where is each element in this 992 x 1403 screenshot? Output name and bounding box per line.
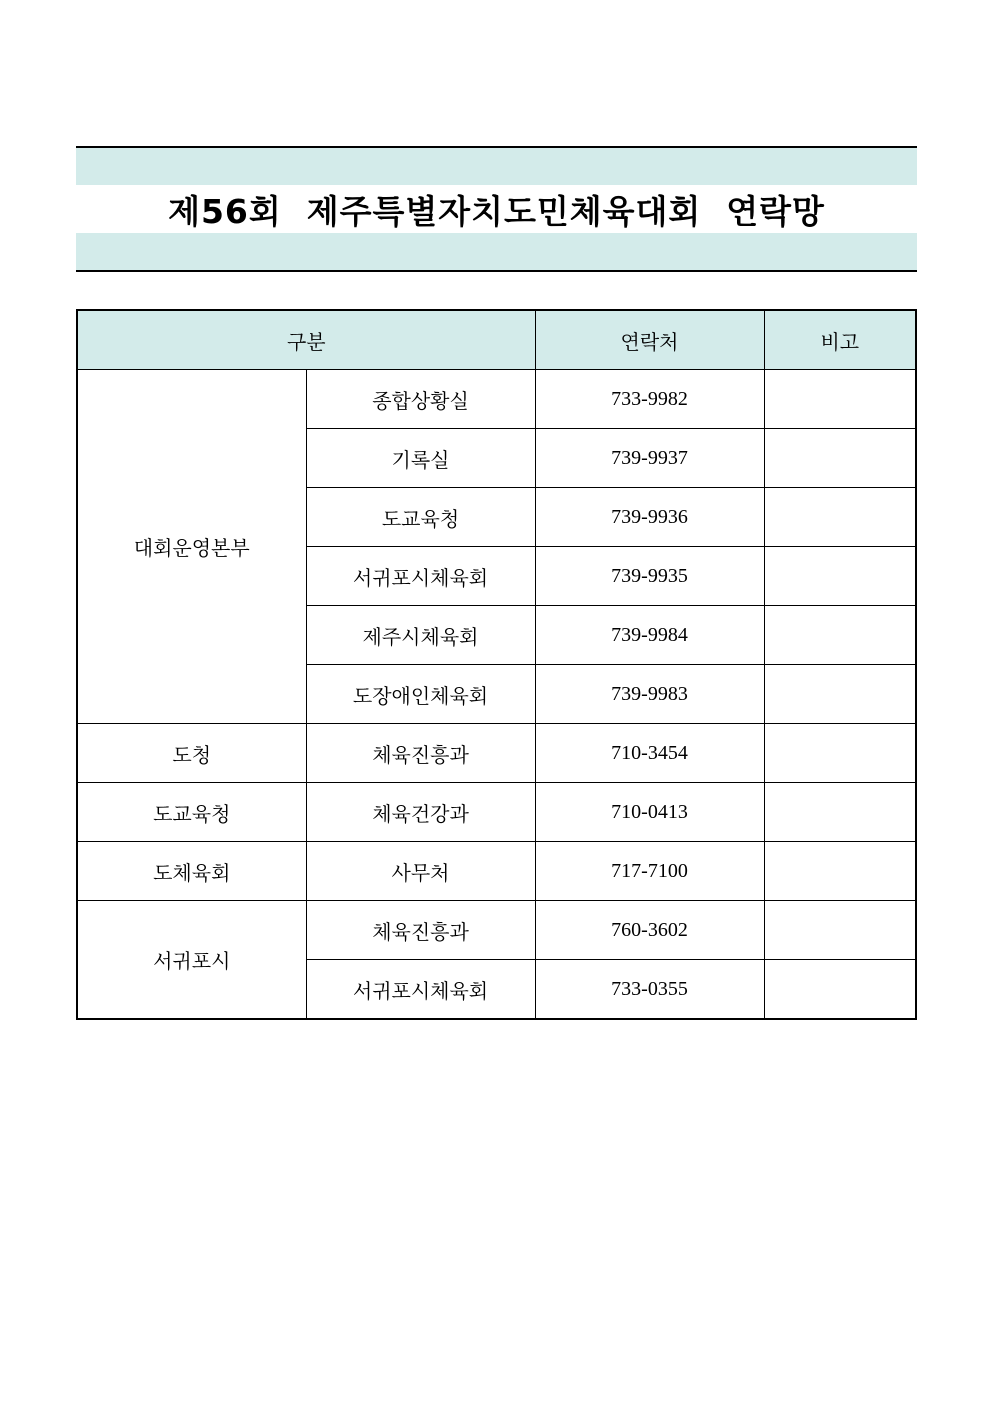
phone-cell: 739-9984 <box>535 606 764 665</box>
phone-cell: 710-0413 <box>535 783 764 842</box>
table-header-row <box>77 310 916 370</box>
group-cell: 도체육회 <box>77 842 306 901</box>
phone-cell: 739-9937 <box>535 429 764 488</box>
page-title: 제56회 제주특별자치도민체육대회 연락망 <box>168 191 825 231</box>
contact-table <box>76 309 917 1020</box>
title-band-bottom <box>76 233 917 270</box>
note-cell <box>764 783 916 842</box>
note-cell <box>764 488 916 547</box>
note-cell <box>764 960 916 1020</box>
unit-cell: 서귀포시체육회 <box>306 547 535 606</box>
unit-cell: 체육진흥과 <box>306 901 535 960</box>
phone-cell: 739-9936 <box>535 488 764 547</box>
unit-cell: 종합상황실 <box>306 370 535 429</box>
note-cell <box>764 547 916 606</box>
unit-cell: 체육건강과 <box>306 783 535 842</box>
header-division: 구분 <box>77 310 535 370</box>
unit-cell: 도교육청 <box>306 488 535 547</box>
note-cell <box>764 665 916 724</box>
title-band-top <box>76 148 917 185</box>
phone-cell: 760-3602 <box>535 901 764 960</box>
phone-cell: 717-7100 <box>535 842 764 901</box>
group-cell: 도교육청 <box>77 783 306 842</box>
table-row <box>77 783 916 842</box>
table-row <box>77 370 916 429</box>
unit-cell: 서귀포시체육회 <box>306 960 535 1020</box>
note-cell <box>764 606 916 665</box>
table-row <box>77 901 916 960</box>
table-row <box>77 842 916 901</box>
header-contact: 연락처 <box>535 310 764 370</box>
table-row <box>77 724 916 783</box>
unit-cell: 제주시체육회 <box>306 606 535 665</box>
group-cell: 서귀포시 <box>77 901 306 1020</box>
unit-cell: 도장애인체육회 <box>306 665 535 724</box>
phone-cell: 733-0355 <box>535 960 764 1020</box>
note-cell <box>764 901 916 960</box>
phone-cell: 739-9935 <box>535 547 764 606</box>
unit-cell: 기록실 <box>306 429 535 488</box>
phone-cell: 733-9982 <box>535 370 764 429</box>
phone-cell: 710-3454 <box>535 724 764 783</box>
note-cell <box>764 842 916 901</box>
note-cell <box>764 370 916 429</box>
phone-cell: 739-9983 <box>535 665 764 724</box>
note-cell <box>764 724 916 783</box>
unit-cell: 체육진흥과 <box>306 724 535 783</box>
title-block <box>76 146 917 272</box>
note-cell <box>764 429 916 488</box>
group-cell: 도청 <box>77 724 306 783</box>
header-note: 비고 <box>764 310 916 370</box>
group-cell: 대회운영본부 <box>77 370 306 724</box>
unit-cell: 사무처 <box>306 842 535 901</box>
